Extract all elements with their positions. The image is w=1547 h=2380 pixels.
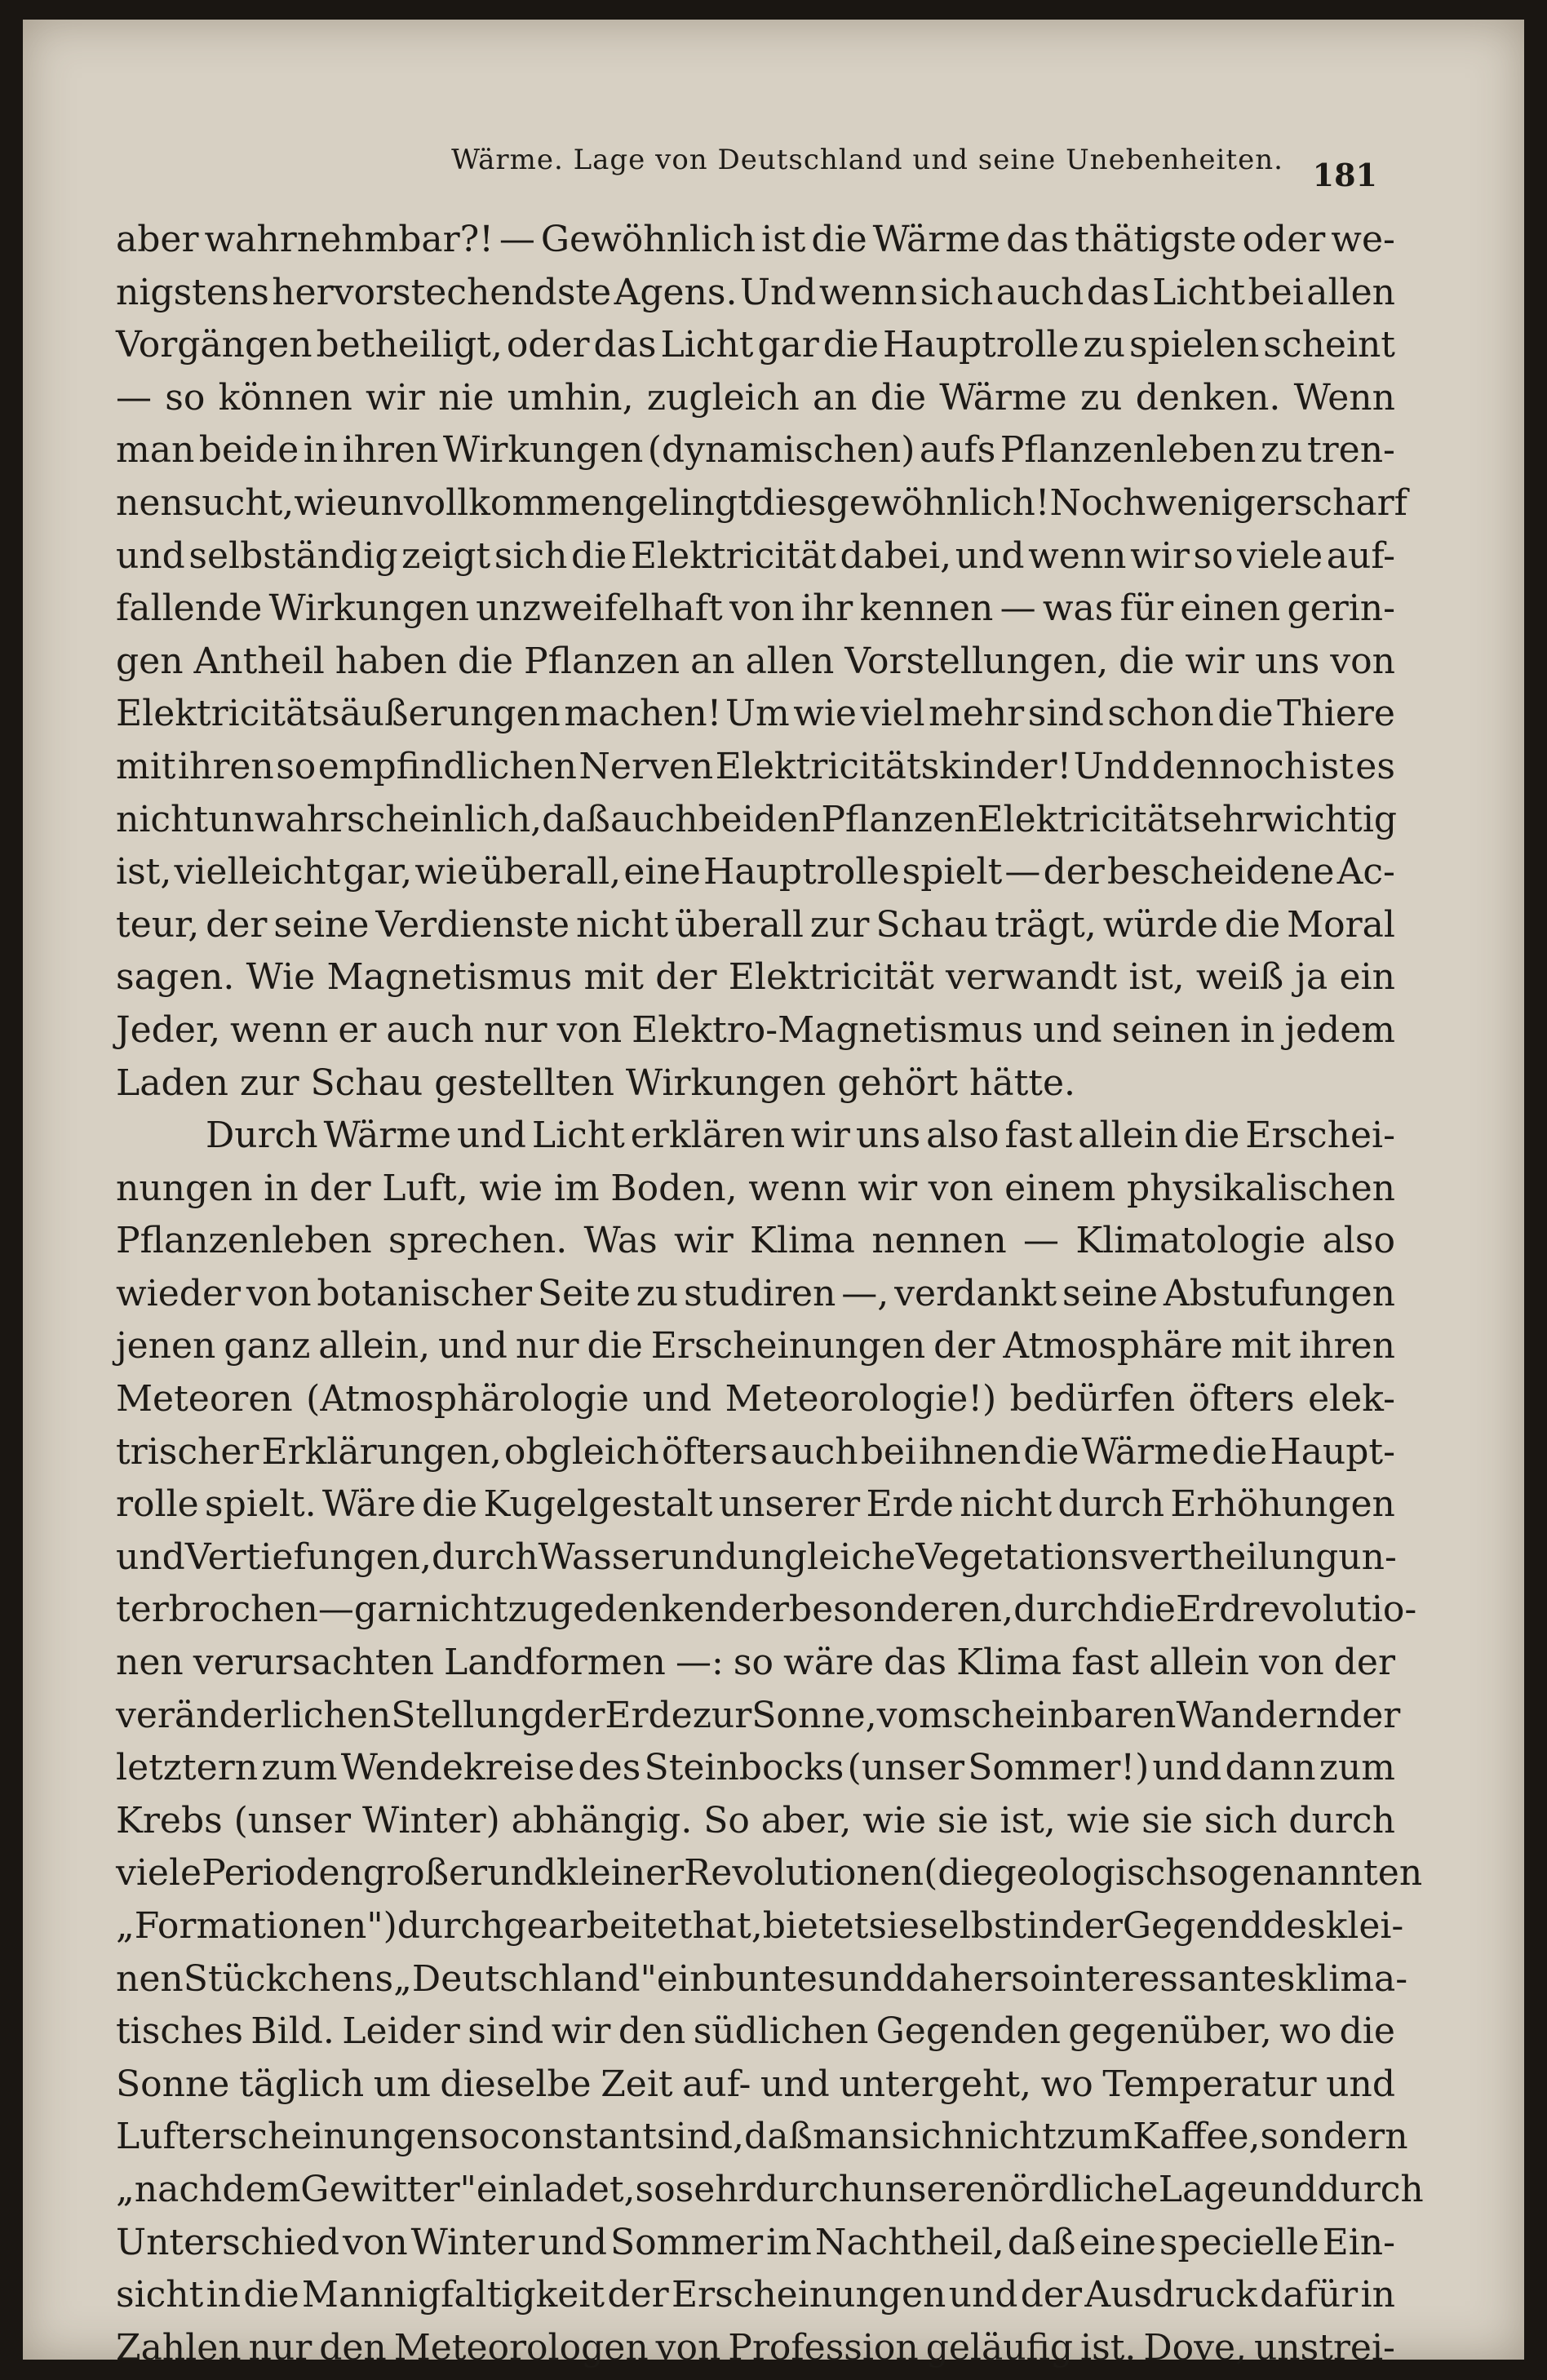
text-line: nigstens hervorstechendste Agens. Und wenn sich auch das Licht bei allen	[116, 271, 1395, 313]
text-line: Jeder, wenn er auch nur von Elektro-Magnetismus und seinen in jedem	[116, 1008, 1395, 1051]
page-body	[116, 214, 1424, 2374]
text-line: nen sucht, wie unvollkommen gelingt dies gewöhnlich! Noch weniger scharf	[116, 481, 1407, 524]
text-line: Lufterscheinungen so constant sind, daß man sich nicht zum Kaffee, sondern	[116, 2116, 1408, 2158]
text-line: wieder von botanischer Seite zu studiren —, verdankt seine Abstufungen	[116, 1272, 1395, 1314]
text-line: „Formationen") durchgearbeitet hat, bietet sie selbst in der Gegend des klei-	[116, 1905, 1404, 1947]
text-line: letztern zum Wendekreise des Steinbocks (unser Sommer!) und dann zum	[116, 1747, 1395, 1789]
text-line: „nach dem Gewitter" einladet, so sehr durch unsere nördliche Lage und durch	[116, 2168, 1424, 2210]
text-line: und Vertiefungen, durch Wasser und ungleiche Vegetationsvertheilung un-	[116, 1536, 1397, 1578]
text-line: teur, der seine Verdienste nicht überall zur Schau trägt, würde die Moral	[116, 903, 1395, 946]
text-line: ist, vielleicht gar, wie überall, eine Hauptrolle spielt — der bescheidene Ac-	[116, 851, 1395, 893]
text-line: fallende Wirkungen unzweifelhaft von ihr kennen — was für einen gerin-	[116, 587, 1395, 630]
text-line: Zahlen nur den Meteorologen von Profession geläufig ist. Dove, unstrei-	[116, 2326, 1395, 2369]
text-line: Meteoren (Atmosphärologie und Meteorologie!) bedürfen öfters elek-	[116, 1378, 1395, 1420]
text-line: viele Perioden großer und kleiner Revolutionen (die geologisch sogenannten	[116, 1852, 1423, 1895]
page-number: 181	[1312, 157, 1377, 193]
text-line: nicht unwahrscheinlich, daß auch bei den Pflanzen Elektricität sehr wichtig	[116, 798, 1398, 840]
text-line: Laden zur Schau gestellten Wirkungen gehört hätte.	[116, 1061, 1076, 1104]
text-line: mit ihren so empfindlichen Nerven Elektricitätskinder! Und dennoch ist es	[116, 745, 1395, 787]
text-line: veränderlichen Stellung der Erde zur Sonne, vom scheinbaren Wandern der	[116, 1694, 1401, 1736]
text-line: Elektricitätsäußerungen machen! Um wie viel mehr sind schon die Thiere	[116, 693, 1395, 735]
text-line: nungen in der Luft, wie im Boden, wenn wir von einem physikalischen	[116, 1167, 1395, 1209]
text-line: Krebs (unser Winter) abhängig. So aber, wie sie ist, wie sie sich durch	[116, 1799, 1395, 1842]
text-line: trischer Erklärungen, obgleich öfters auch bei ihnen die Wärme die Haupt-	[116, 1430, 1395, 1473]
text-line: nen Stückchens „Deutschland" ein buntes und daher so interessantes klima-	[116, 1957, 1408, 2000]
running-header: Wärme. Lage von Deutschland und seine Unebenheiten.	[451, 144, 1283, 176]
text-line: tisches Bild. Leider sind wir den südlichen Gegenden gegenüber, wo die	[116, 2010, 1395, 2053]
text-line: Sonne täglich um dieselbe Zeit auf- und untergeht, wo Temperatur und	[116, 2063, 1395, 2105]
book-page	[23, 20, 1524, 2369]
text-line: man beide in ihren Wirkungen (dynamischen) aufs Pflanzenleben zu tren-	[116, 429, 1395, 472]
text-line: — so können wir nie umhin, zugleich an die Wärme zu denken. Wenn	[116, 376, 1395, 419]
text-line: Durch Wärme und Licht erklären wir uns also fast allein die Erschei-	[206, 1115, 1395, 1157]
text-line: Unterschied von Winter und Sommer im Nachtheil, daß eine specielle Ein-	[116, 2221, 1395, 2263]
text-line: nen verursachten Landformen —: so wäre das Klima fast allein von der	[116, 1642, 1395, 1684]
text-line: Pflanzenleben sprechen. Was wir Klima nennen — Klimatologie also	[116, 1220, 1395, 1262]
text-line: gen Antheil haben die Pflanzen an allen Vorstellungen, die wir uns von	[116, 640, 1395, 682]
text-line: rolle spielt. Wäre die Kugelgestalt unserer Erde nicht durch Erhöhungen	[116, 1483, 1395, 1526]
text-line: jenen ganz allein, und nur die Erscheinungen der Atmosphäre mit ihren	[116, 1325, 1395, 1367]
text-line: sagen. Wie Magnetismus mit der Elektricität verwandt ist, weiß ja ein	[116, 956, 1395, 999]
text-line: sicht in die Mannigfaltigkeit der Erscheinungen und der Ausdruck dafür in	[116, 2274, 1395, 2316]
text-line: Vorgängen betheiligt, oder das Licht gar die Hauptrolle zu spielen scheint	[116, 324, 1395, 366]
text-line: aber wahrnehmbar?! — Gewöhnlich ist die Wärme das thätigste oder we-	[116, 219, 1395, 260]
text-line: und selbständig zeigt sich die Elektricität dabei, und wenn wir so viele auf-	[116, 534, 1395, 577]
text-line: terbrochen — gar nicht zu gedenken der besonderen, durch die Erdrevolutio-	[116, 1589, 1417, 1631]
